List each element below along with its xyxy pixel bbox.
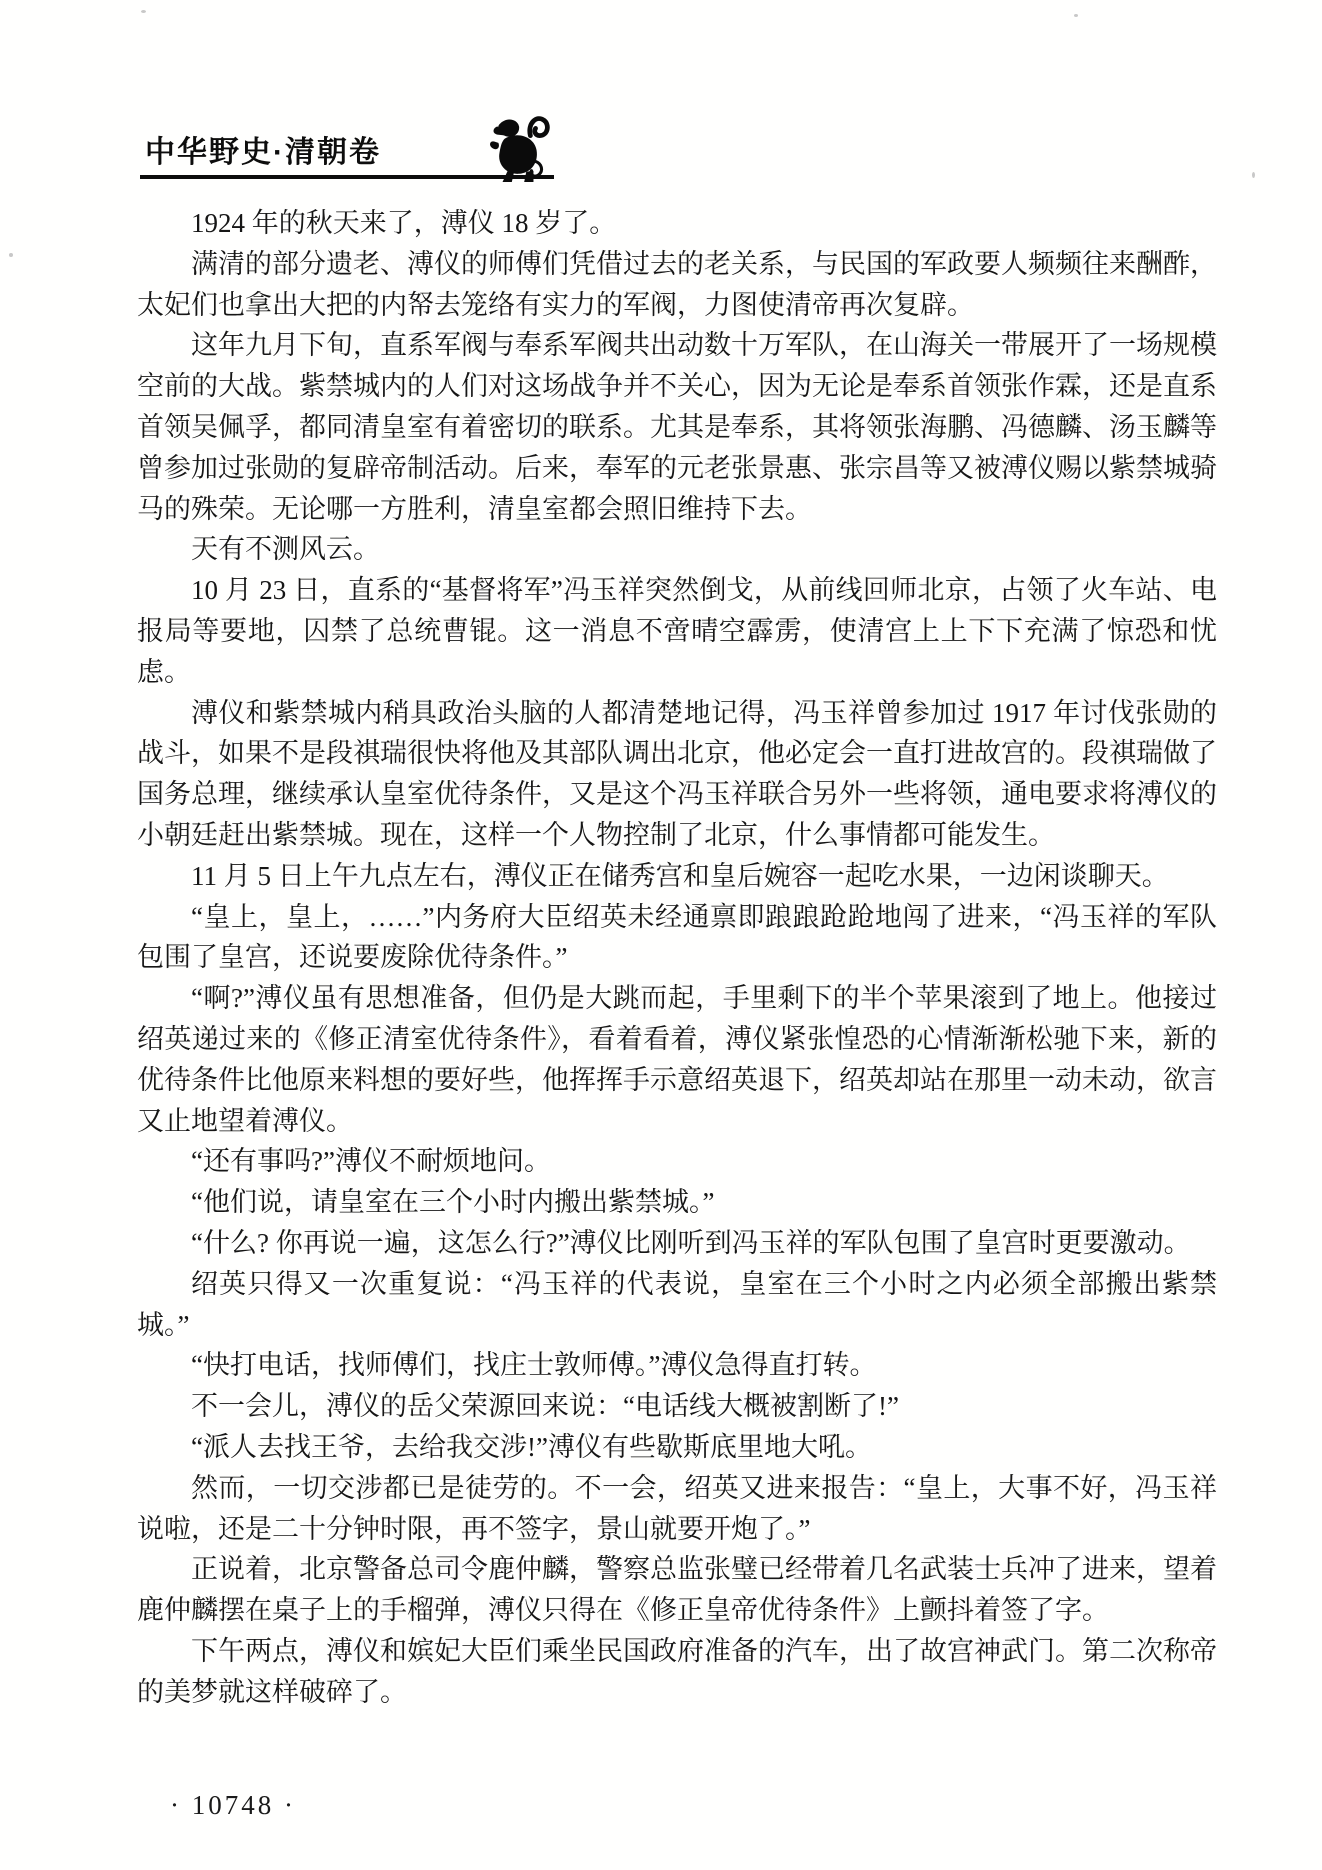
paragraph: “什么? 你再说一遍，这怎么行?”溥仪比刚听到冯玉祥的军队包围了皇宫时更要激动。 xyxy=(191,1227,1191,1258)
scan-speck xyxy=(9,253,13,257)
header-rule xyxy=(140,175,554,179)
scan-speck xyxy=(1074,14,1078,17)
page-number: · 10748 · xyxy=(170,1790,296,1820)
paragraph: “还有事吗?”溥仪不耐烦地问。 xyxy=(191,1146,551,1177)
paragraph: “皇上，皇上，……”内务府大臣绍英未经通禀即踉踉跄跄地闯了进来，“冯玉祥的军队包围了皇宫，还说要废除优待条件。” xyxy=(137,901,1217,973)
paragraph: 11 月 5 日上午九点左右，溥仪正在储秀宫和皇后婉容一起吃水果，一边闲谈聊天。 xyxy=(191,860,1169,891)
paragraph: “啊?”溥仪虽有思想准备，但仍是大跳而起，手里剩下的半个苹果滚到了地上。他接过绍英递过来的《修正清室优待条件》，看着看着，溥仪紧张惶恐的心情渐渐松驰下来，新的优待条件比他原来料想的要好些，他挥挥手示意绍英退下，绍英却站在那里一动未动，欲言又止地望着溥仪。 xyxy=(137,983,1217,1136)
paragraph: 天有不测风云。 xyxy=(191,534,380,565)
paragraph: 1924 年的秋天来了，溥仪 18 岁了。 xyxy=(191,208,617,238)
scan-speck xyxy=(141,10,146,13)
paragraph: 正说着，北京警备总司令鹿仲麟，警察总监张璧已经带着几名武装士兵冲了进来，望着鹿仲麟摆在桌子上的手榴弹，溥仪只得在《修正皇帝优待条件》上颤抖着签了字。 xyxy=(137,1554,1217,1626)
book-title: 中华野史·清朝卷 xyxy=(145,136,381,169)
scan-speck xyxy=(1252,172,1255,178)
paragraph: 然而，一切交涉都已是徒劳的。不一会，绍英又进来报告：“皇上，大事不好，冯玉祥说啦，还是二十分钟时限，再不签字，景山就要开炮了。” xyxy=(137,1472,1217,1544)
page-body xyxy=(137,203,1217,1712)
paragraph: 不一会儿，溥仪的岳父荣源回来说：“电话线大概被割断了!” xyxy=(191,1391,899,1422)
paragraph: “他们说，请皇室在三个小时内搬出紫禁城。” xyxy=(191,1187,715,1218)
paragraph: “快打电话，找师傅们，找庄士敦师傅。”溥仪急得直打转。 xyxy=(191,1350,877,1381)
paragraph: “派人去找王爷，去给我交涉!”溥仪有些歇斯底里地大吼。 xyxy=(191,1431,872,1462)
paragraph: 10 月 23 日，直系的“基督将军”冯玉祥突然倒戈，从前线回师北京，占领了火车站、电报局等要地，囚禁了总统曹锟。这一消息不啻晴空霹雳，使清宫上上下下充满了惊恐和忧虑。 xyxy=(137,575,1217,687)
paragraph: 绍英只得又一次重复说：“冯玉祥的代表说，皇室在三个小时之内必须全部搬出紫禁城。” xyxy=(137,1268,1217,1340)
paragraph: 溥仪和紫禁城内稍具政治头脑的人都清楚地记得，冯玉祥曾参加过 1917 年讨伐张勋的战斗，如果不是段祺瑞很快将他及其部队调出北京，他必定会一直打进故宫的。段祺瑞做了国务总理，继续承认皇室优待条件，又是这个冯玉祥联合另外一些将领，通电要求将溥仪的小朝廷赶出紫禁城。现在，这样一个人物控制了北京，什么事情都可能发生。 xyxy=(137,697,1217,850)
paragraph: 满清的部分遗老、溥仪的师傅们凭借过去的老关系，与民国的军政要人频频往来酬酢，太妃们也拿出大把的内帑去笼络有实力的军阀，力图使清帝再次复辟。 xyxy=(137,248,1217,320)
paragraph: 下午两点，溥仪和嫔妃大臣们乘坐民国政府准备的汽车，出了故宫神武门。第二次称帝的美梦就这样破碎了。 xyxy=(137,1635,1217,1707)
paragraph: 这年九月下旬，直系军阀与奉系军阀共出动数十万军队，在山海关一带展开了一场规模空前的大战。紫禁城内的人们对这场战争并不关心，因为无论是奉系首领张作霖，还是直系首领吴佩孚，都同清皇室有着密切的联系。尤其是奉系，其将领张海鹏、冯德麟、汤玉麟等曾参加过张勋的复辟帝制活动。后来，奉军的元老张景惠、张宗昌等又被溥仪赐以紫禁城骑马的殊荣。无论哪一方胜利，清皇室都会照旧维持下去。 xyxy=(137,330,1217,524)
